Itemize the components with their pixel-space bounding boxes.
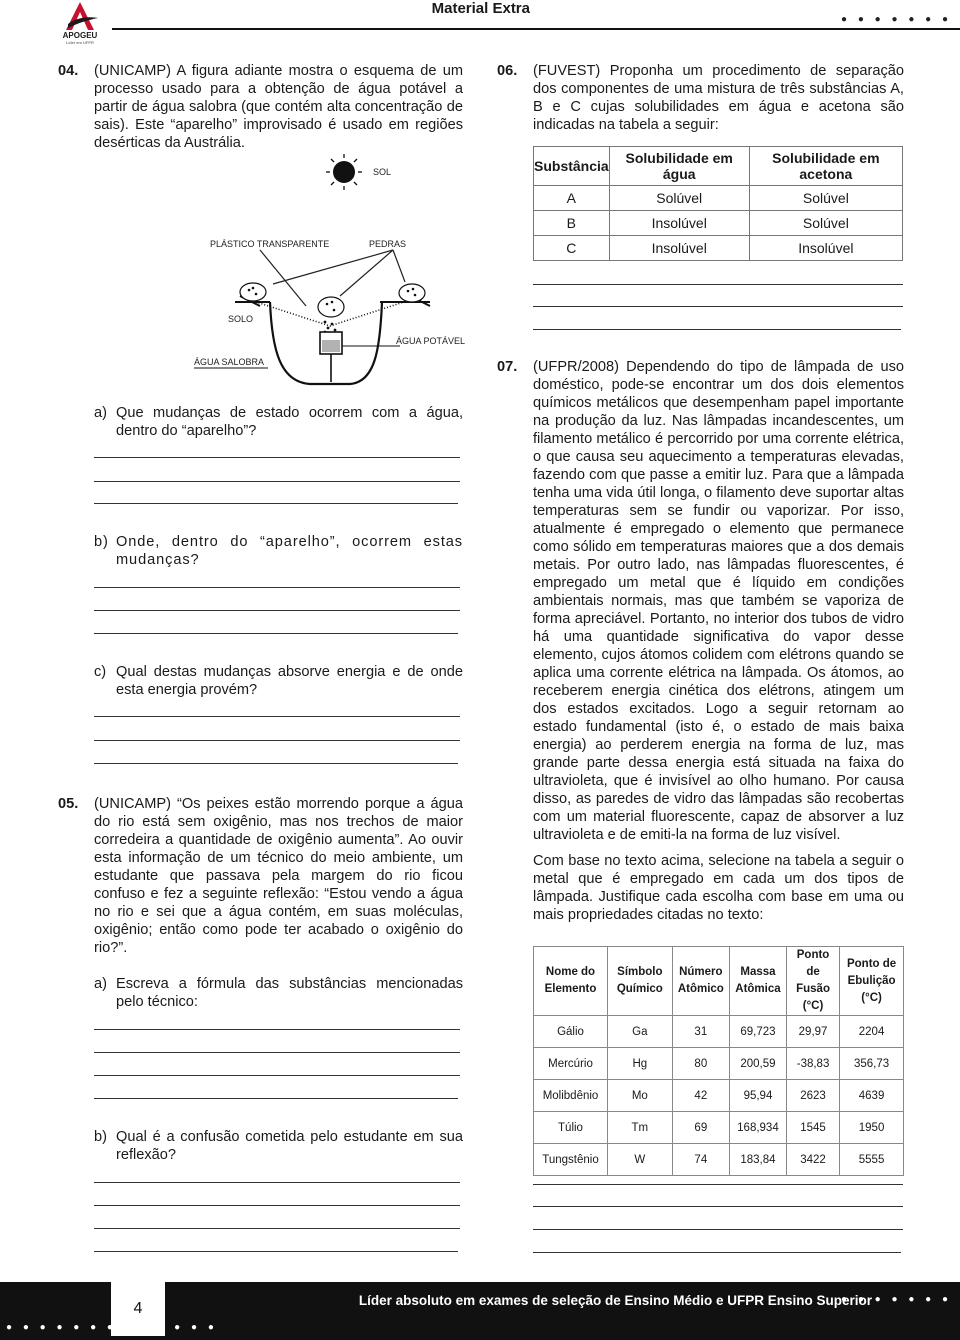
question-text: (FUVEST) Proponha um procedimento de separação dos componentes de uma mistura de três substâncias A, B e C cujas solubilidades em água e acetona são indicadas na tabela a seguir: bbox=[533, 63, 904, 133]
table-cell: 2204 bbox=[840, 1016, 904, 1048]
table-cell: 4639 bbox=[840, 1080, 904, 1112]
table-header-cell: Massa Atômica bbox=[729, 947, 786, 1016]
question-number: 06. bbox=[497, 63, 518, 79]
table-cell: B bbox=[534, 211, 610, 236]
question-text: (UNICAMP) “Os peixes estão morrendo porque a água do rio está sem oxigênio, mas nos trechos de maior corredeira a quantidade de oxigênio aumenta”. Ao ouvir esta informação de um técnico do meio ambiente, um estudante que passava pela margem do rio ficou confuso e fez a seguinte reflexão: “Estou vendo a água no rio e sei que a água contém, em suas moléculas, oxigênio; então como pode ter acabado o oxigênio do rio?”. bbox=[94, 796, 463, 956]
answer-line[interactable] bbox=[533, 306, 903, 307]
q05-item-a bbox=[94, 975, 463, 1011]
page-header bbox=[0, 0, 960, 45]
question-05 bbox=[58, 795, 463, 957]
table-cell: Tungstênio bbox=[534, 1144, 608, 1176]
question-text: Com base no texto acima, selecione na tabela a seguir o metal que é empregado em cada um dos tipos de lâmpada. Justifique cada escolha com base em uma ou mais propriedades citadas no texto: bbox=[533, 853, 904, 923]
table-cell: Solúvel bbox=[749, 211, 902, 236]
table-header-cell: Ponto de Fusão (°C) bbox=[786, 947, 839, 1016]
question-text: (UNICAMP) A figura adiante mostra o esquema de um processo usado para a obtenção de água potável a partir de água salobra (que contém alta concentração de sais). Este “aparelho” improvisado é usado em regiões desérticas da Austrália. bbox=[94, 63, 463, 151]
table-cell: Solúvel bbox=[749, 186, 902, 211]
answer-line[interactable] bbox=[533, 1229, 903, 1230]
table-cell: 31 bbox=[672, 1016, 729, 1048]
table-cell: 356,73 bbox=[840, 1048, 904, 1080]
water-still-diagram bbox=[110, 150, 470, 390]
table-header-cell: Símbolo Químico bbox=[608, 947, 673, 1016]
answer-line[interactable] bbox=[94, 1029, 460, 1030]
answer-line[interactable] bbox=[94, 587, 460, 588]
q04-item-c bbox=[94, 663, 463, 699]
table-header-cell: Solubilidade em água bbox=[609, 147, 749, 186]
question-number: 05. bbox=[58, 796, 79, 812]
table-cell: Mo bbox=[608, 1080, 673, 1112]
table-cell: 3422 bbox=[786, 1144, 839, 1176]
table-cell: Hg bbox=[608, 1048, 673, 1080]
table-cell: Ga bbox=[608, 1016, 673, 1048]
question-number: 04. bbox=[58, 63, 79, 79]
table-header-cell: Número Atômico bbox=[672, 947, 729, 1016]
item-label: c) bbox=[94, 664, 107, 680]
item-label: b) bbox=[94, 1129, 107, 1145]
label-solo: SOLO bbox=[228, 314, 254, 324]
table-cell: -38,83 bbox=[786, 1048, 839, 1080]
question-04 bbox=[58, 62, 463, 152]
answer-line[interactable] bbox=[94, 740, 460, 741]
answer-line[interactable] bbox=[94, 1228, 460, 1229]
table-cell: 42 bbox=[672, 1080, 729, 1112]
table-row bbox=[534, 1144, 904, 1176]
q05-item-b bbox=[94, 1128, 463, 1164]
header-title: Material Extra bbox=[431, 0, 530, 17]
table-cell: 74 bbox=[672, 1144, 729, 1176]
item-text: Escreva a fórmula das substâncias mencionadas pelo técnico: bbox=[116, 976, 463, 1010]
q04-item-b bbox=[94, 533, 463, 569]
answer-line[interactable] bbox=[94, 1205, 460, 1206]
table-cell: Molibdênio bbox=[534, 1080, 608, 1112]
table-cell: 5555 bbox=[840, 1144, 904, 1176]
answer-line[interactable] bbox=[94, 1098, 458, 1099]
table-row bbox=[534, 211, 903, 236]
answer-line[interactable] bbox=[94, 610, 460, 611]
q04-item-a bbox=[94, 404, 463, 440]
question-06 bbox=[497, 62, 904, 134]
answer-line[interactable] bbox=[533, 329, 901, 330]
answer-line[interactable] bbox=[94, 1251, 458, 1252]
table-row bbox=[534, 1016, 904, 1048]
item-label: a) bbox=[94, 405, 107, 421]
table-cell: W bbox=[608, 1144, 673, 1176]
item-text: Qual é a confusão cometida pelo estudante em sua reflexão? bbox=[116, 1129, 463, 1163]
table-header-row bbox=[534, 947, 904, 1016]
label-plastico: PLÁSTICO TRANSPARENTE bbox=[210, 239, 330, 249]
table-row bbox=[534, 1112, 904, 1144]
table-header-cell: Nome do Elemento bbox=[534, 947, 608, 1016]
header-rule bbox=[112, 28, 960, 30]
answer-line[interactable] bbox=[94, 633, 458, 634]
table-cell: Insolúvel bbox=[609, 211, 749, 236]
apogeu-logo bbox=[56, 0, 104, 46]
answer-line[interactable] bbox=[94, 716, 460, 717]
answer-line[interactable] bbox=[94, 763, 458, 764]
table-row bbox=[534, 236, 903, 261]
table-cell: 80 bbox=[672, 1048, 729, 1080]
answer-line[interactable] bbox=[94, 1075, 460, 1076]
table-cell: 2623 bbox=[786, 1080, 839, 1112]
question-text: (UFPR/2008) Dependendo do tipo de lâmpada de uso doméstico, pode-se encontrar um dos dois elementos químicos metálicos que desempenham papel importante na produção da luz. Nas lâmpadas incandescentes, um filamento metálico é percorrido por uma corrente elétrica, o que causa seu aquecimento a temperaturas elevadas, fazendo com que passe a emitir luz. Para que a lâmpada tenha uma vida útil longa, o filamento deve suportar altas temperaturas sem se fundir ou vaporizar. Por isso, atualmente é empregado o elemento que permanece como sólido em temperaturas maiores que a dos demais metais. Por outro lado, nas lâmpadas fluorescentes, é empregado um metal que é líquido em condições ambientais normais, mas que também se vaporiza de forma apreciável. Portanto, no interior dos tubos de vidro há uma quantidade significativa do vapor desse elemento, cujos átomos colidem com elétrons quando se aplica uma corrente elétrica na lâmpada. Os átomos, ao receberem energia cinética dos elétrons, atingem um dos estados excitados. Logo a seguir retornam ao estado fundamental (isto é, o estado de mais baixa energia) ao perderem energia na forma de luz, mas grande parte dessa energia está situada na faixa do ultravioleta, que é invisível ao olho humano. Por causa disso, as paredes de vidro das lâmpadas são recobertas com um material fluorescente, capaz de absorver a luz ultravioleta e de emiti-la na forma de luz visível. bbox=[533, 359, 904, 843]
label-agua-potavel: ÁGUA POTÁVEL bbox=[396, 336, 466, 346]
table-header-cell: Solubilidade em acetona bbox=[749, 147, 902, 186]
answer-line[interactable] bbox=[94, 1182, 460, 1183]
table-cell: Tm bbox=[608, 1112, 673, 1144]
table-cell: 200,59 bbox=[729, 1048, 786, 1080]
answer-line[interactable] bbox=[94, 1052, 460, 1053]
brand-name: APOGEU bbox=[62, 31, 98, 40]
table-header-row bbox=[534, 147, 903, 186]
table-row bbox=[534, 1080, 904, 1112]
table-cell: C bbox=[534, 236, 610, 261]
table-cell: Mercúrio bbox=[534, 1048, 608, 1080]
page-number: 4 bbox=[133, 1300, 143, 1317]
table-cell: 95,94 bbox=[729, 1080, 786, 1112]
brand-tagline: Líder em UFPR bbox=[66, 40, 94, 45]
header-dots: ● ● ● ● ● ● ● bbox=[841, 14, 952, 25]
elements-table bbox=[533, 946, 904, 1176]
label-agua-salobra: ÁGUA SALOBRA bbox=[194, 357, 265, 367]
table-cell: 1545 bbox=[786, 1112, 839, 1144]
footer-dots-left: ● ● ● ● ● ● ● ● ● ● ● ● ● bbox=[6, 1322, 218, 1333]
item-label: b) bbox=[94, 534, 109, 550]
question-number: 07. bbox=[497, 359, 518, 375]
item-text: Onde, dentro do “aparelho”, ocorrem estas mudanças? bbox=[116, 534, 463, 568]
item-text: Qual destas mudanças absorve energia e de onde esta energia provém? bbox=[116, 664, 463, 698]
label-sol: SOL bbox=[373, 167, 392, 177]
sun-icon bbox=[326, 154, 362, 190]
table-cell: Solúvel bbox=[609, 186, 749, 211]
table-cell: 29,97 bbox=[786, 1016, 839, 1048]
table-cell: 69 bbox=[672, 1112, 729, 1144]
table-header-cell: Ponto de Ebulição (°C) bbox=[840, 947, 904, 1016]
answer-line[interactable] bbox=[533, 1206, 903, 1207]
answer-line[interactable] bbox=[533, 284, 903, 285]
item-label: a) bbox=[94, 976, 107, 992]
answer-line[interactable] bbox=[94, 481, 460, 482]
table-cell: Túlio bbox=[534, 1112, 608, 1144]
footer-text: Líder absoluto em exames de seleção de Ensino Médio e UFPR Ensino Superior bbox=[358, 1293, 872, 1308]
item-text: Que mudanças de estado ocorrem com a água, dentro do “aparelho”? bbox=[116, 405, 463, 439]
question-07 bbox=[497, 358, 904, 924]
table-header-cell: Substância bbox=[534, 147, 610, 186]
table-cell: 69,723 bbox=[729, 1016, 786, 1048]
answer-line[interactable] bbox=[533, 1252, 901, 1253]
table-cell: Insolúvel bbox=[609, 236, 749, 261]
solubility-table bbox=[533, 146, 903, 261]
table-cell: Gálio bbox=[534, 1016, 608, 1048]
answer-line[interactable] bbox=[533, 1184, 903, 1185]
answer-line[interactable] bbox=[94, 457, 460, 458]
table-cell: 183,84 bbox=[729, 1144, 786, 1176]
table-row bbox=[534, 186, 903, 211]
footer-dots: ● ● ● ● ● ● ● bbox=[841, 1294, 952, 1305]
answer-line[interactable] bbox=[94, 503, 458, 504]
label-pedras: PEDRAS bbox=[369, 239, 407, 249]
table-cell: 168,934 bbox=[729, 1112, 786, 1144]
table-cell: Insolúvel bbox=[749, 236, 902, 261]
table-row bbox=[534, 1048, 904, 1080]
table-cell: 1950 bbox=[840, 1112, 904, 1144]
table-cell: A bbox=[534, 186, 610, 211]
